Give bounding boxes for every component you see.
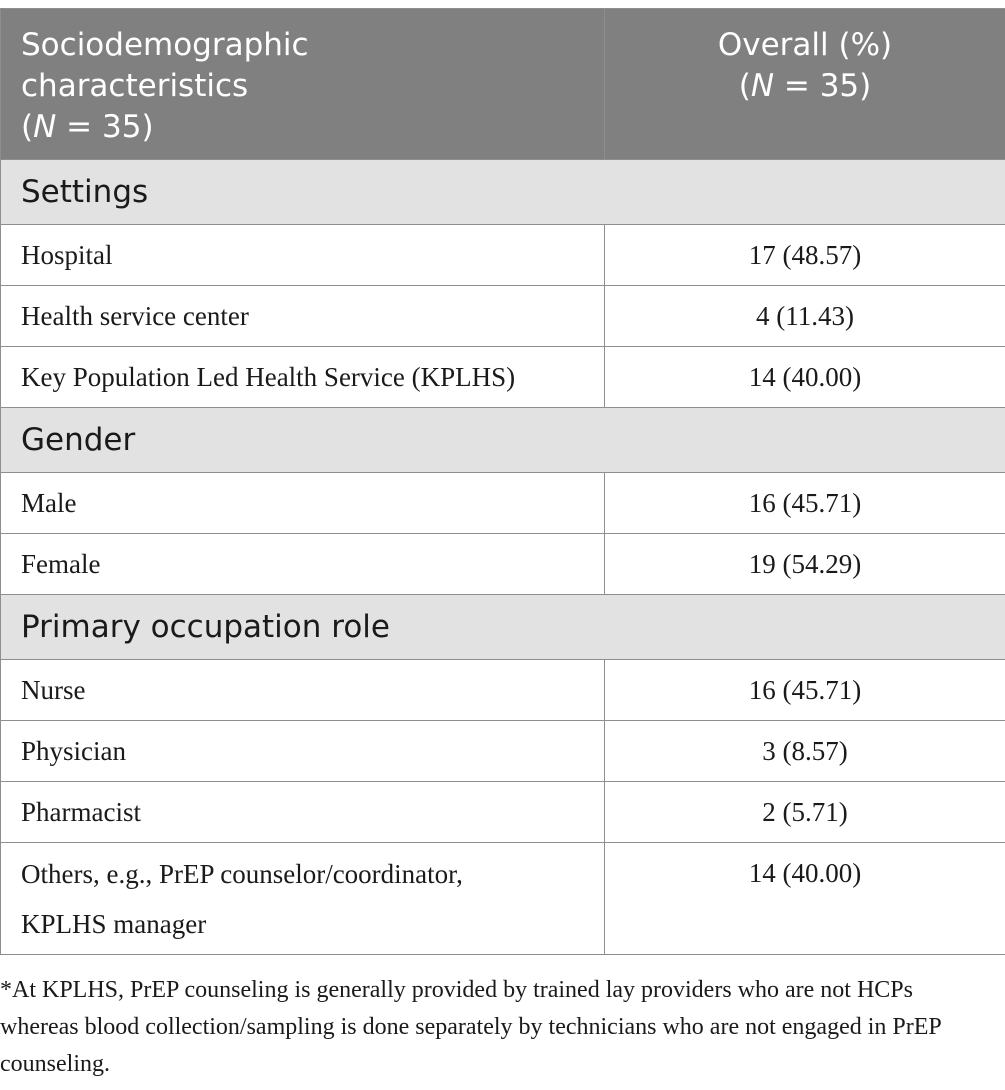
section-row-settings xyxy=(1,160,1005,225)
header-col1-n-prefix: ( xyxy=(21,109,34,145)
section-title: Settings xyxy=(1,160,1005,225)
row-label: Physician xyxy=(1,721,605,782)
section-row-gender xyxy=(1,408,1005,473)
row-value: 14 (40.00) xyxy=(605,843,1005,955)
row-value: 16 (45.71) xyxy=(605,473,1005,534)
row-value: 16 (45.71) xyxy=(605,660,1005,721)
row-label-line2: KPLHS manager xyxy=(21,908,207,939)
table-row xyxy=(1,782,1005,843)
sociodemographic-table xyxy=(0,8,1005,955)
table-footnote: *At KPLHS, PrEP counseling is generally provided by trained lay providers who are not HCPs whereas blood collection/sampling is done separately by technicians who are not engaged in PrEP counseling. xyxy=(0,977,941,1077)
table-row xyxy=(1,473,1005,534)
row-label: Male xyxy=(1,473,605,534)
row-label: Key Population Led Health Service (KPLHS) xyxy=(1,347,605,408)
section-row-occupation xyxy=(1,595,1005,660)
header-col2-n-italic: N xyxy=(750,68,775,104)
header-characteristics xyxy=(1,9,605,160)
row-value: 19 (54.29) xyxy=(605,534,1005,595)
table-row xyxy=(1,843,1005,955)
section-title: Gender xyxy=(1,408,1005,473)
table-row xyxy=(1,534,1005,595)
row-label: Female xyxy=(1,534,605,595)
table-row xyxy=(1,721,1005,782)
header-overall xyxy=(605,9,1005,160)
header-col2-line1: Overall (%) xyxy=(717,27,893,63)
row-value: 17 (48.57) xyxy=(605,225,1005,286)
row-label: Nurse xyxy=(1,660,605,721)
row-label-line1: Others, e.g., PrEP counselor/coordinator, xyxy=(21,858,463,889)
header-col2-n-prefix: ( xyxy=(738,68,751,104)
table-header-row xyxy=(1,9,1005,160)
row-value: 14 (40.00) xyxy=(605,347,1005,408)
header-col1-line1: Sociodemographic xyxy=(21,27,309,63)
table-row xyxy=(1,225,1005,286)
header-col1-n-italic: N xyxy=(33,109,57,145)
row-label xyxy=(1,843,605,955)
table-row xyxy=(1,660,1005,721)
header-col1-line2: characteristics xyxy=(21,68,249,104)
table-row xyxy=(1,286,1005,347)
section-title: Primary occupation role xyxy=(1,595,1005,660)
row-label: Pharmacist xyxy=(1,782,605,843)
header-col2-n-suffix: = 35) xyxy=(774,68,872,104)
table-row xyxy=(1,347,1005,408)
row-label: Health service center xyxy=(1,286,605,347)
characteristics-table-container xyxy=(0,8,1005,955)
row-value: 3 (8.57) xyxy=(605,721,1005,782)
row-value: 2 (5.71) xyxy=(605,782,1005,843)
row-value: 4 (11.43) xyxy=(605,286,1005,347)
header-col1-n-suffix: = 35) xyxy=(56,109,154,145)
row-label: Hospital xyxy=(1,225,605,286)
